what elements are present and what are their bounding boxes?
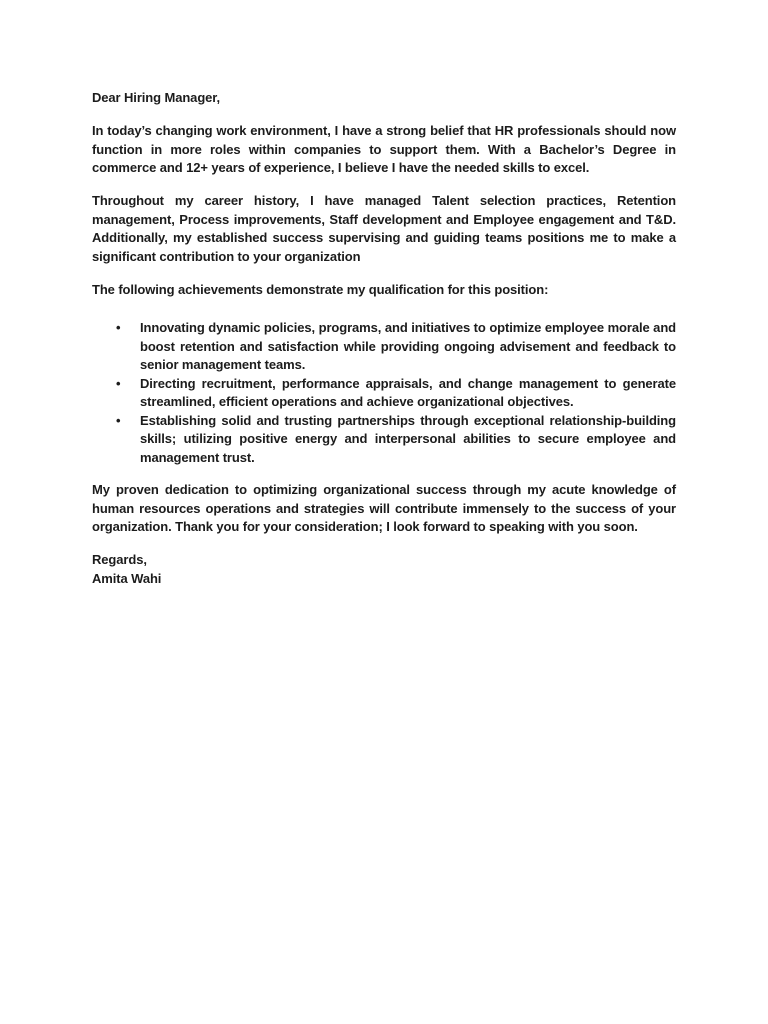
paragraph-career-history: Throughout my career history, I have managed Talent selection practices, Retention management, Process improvements, Staff development and Employee engagement and T&D. Additionally, my established success supervising and guiding teams positions me to make a significant contribution to your organization bbox=[92, 193, 676, 264]
bullet-item-text: Innovating dynamic policies, programs, and initiatives to optimize employee morale and boost retention and satisfaction while providing ongoing advisement and feedback to senior management teams. bbox=[140, 320, 676, 372]
achievements-bullet-list bbox=[92, 319, 676, 467]
bullet-item-text: Directing recruitment, performance appraisals, and change management to generate streamlined, efficient operations and achieve organizational objectives. bbox=[140, 375, 676, 409]
bullet-item-directing bbox=[92, 375, 676, 412]
achievements-lead-in: The following achievements demonstrate my qualification for this position: bbox=[92, 281, 549, 297]
bullet-disc-icon: • bbox=[116, 412, 121, 428]
bullet-item-text: Establishing solid and trusting partnerships through exceptional relationship-building skills; utilizing positive energy and interpersonal abilities to secure employee and management trust. bbox=[140, 412, 676, 465]
signature-name: Amita Wahi bbox=[92, 570, 162, 586]
sign-off: Regards, bbox=[92, 552, 147, 567]
paragraph-intro: In today’s changing work environment, I have a strong belief that HR professionals should now function in more roles within companies to support them. With a Bachelor’s Degree in commerce and 12+ years of experience, I believe I have the needed skills to excel. bbox=[92, 123, 676, 175]
bullet-item-innovating bbox=[92, 319, 676, 375]
salutation: Dear Hiring Manager, bbox=[92, 90, 221, 105]
bullet-disc-icon: • bbox=[116, 375, 121, 391]
paragraph-closing: My proven dedication to optimizing organizational success through my acute knowledge of human resources operations and strategies will contribute immensely to the success of your organization. Thank you for your consideration; I look forward to speaking with you soon. bbox=[92, 482, 676, 534]
bullet-item-establishing bbox=[92, 412, 676, 468]
bullet-disc-icon: • bbox=[116, 320, 121, 335]
